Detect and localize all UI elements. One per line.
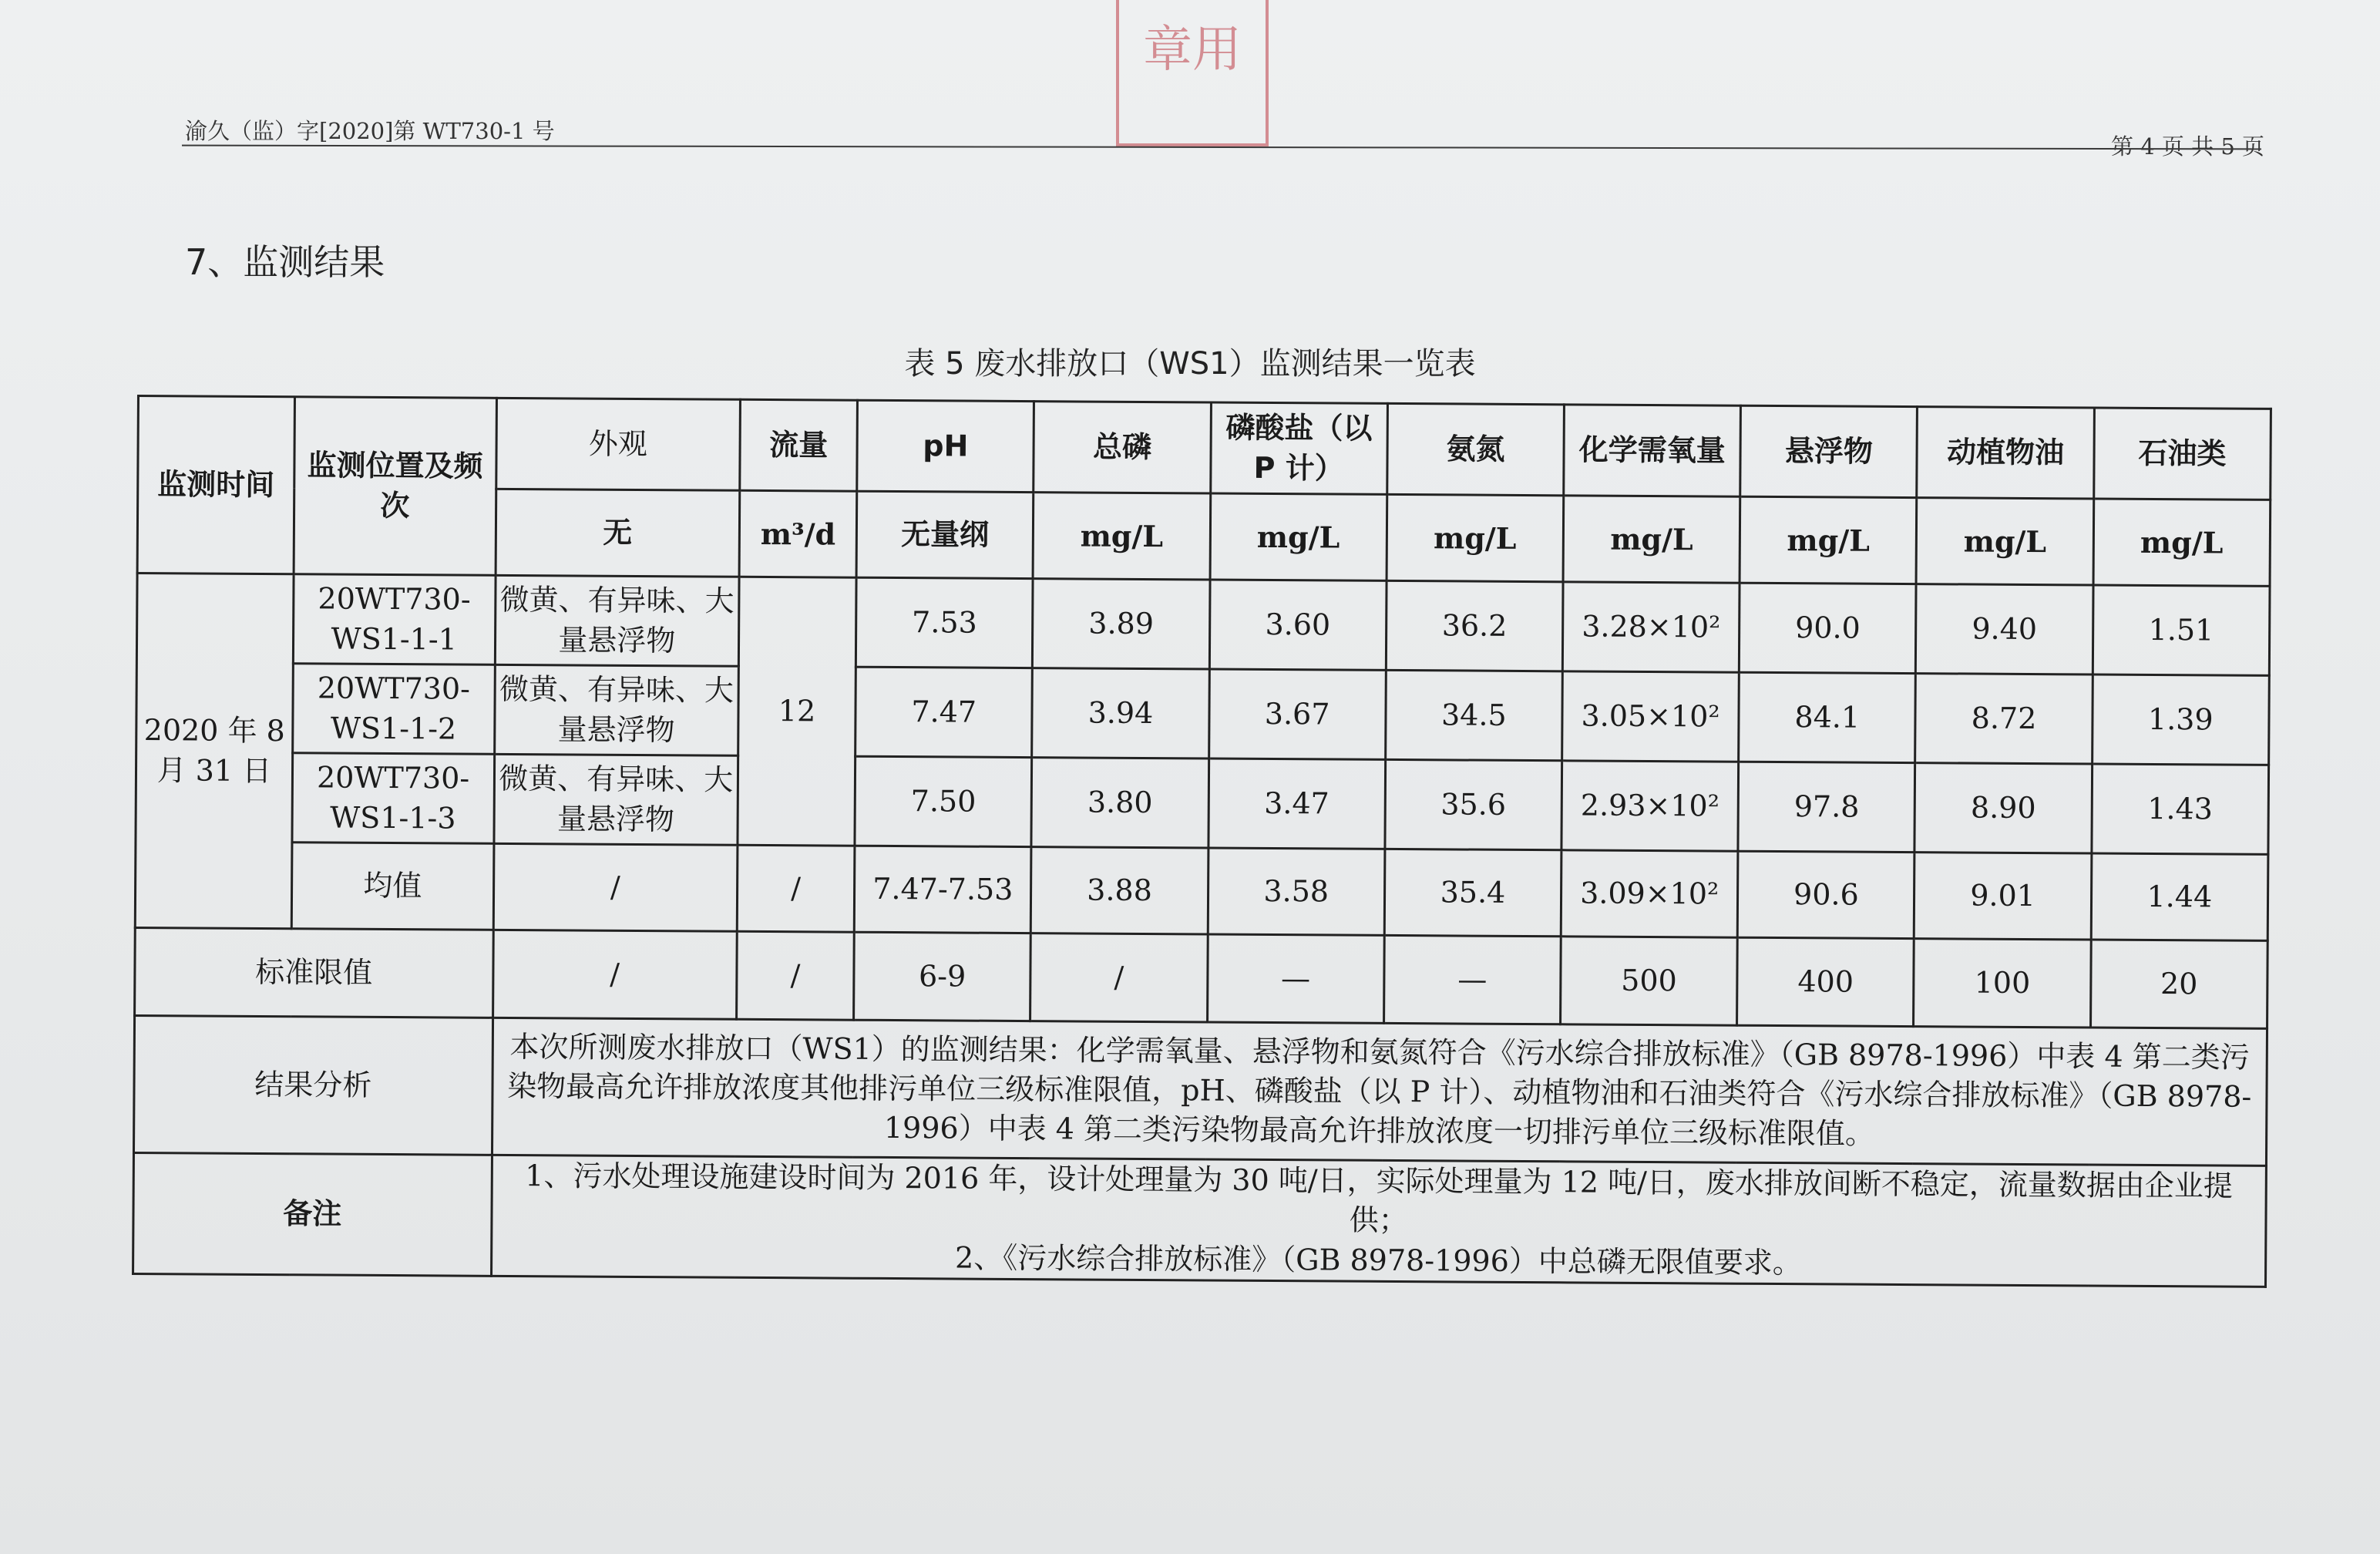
ammonia-value: 36.2: [1386, 580, 1563, 671]
phosphate-value: 3.60: [1209, 580, 1387, 670]
appearance-value: 微黄、有异味、大量悬浮物: [494, 664, 738, 755]
ph-value: 7.53: [856, 577, 1033, 668]
header-appearance: 外观: [496, 398, 740, 490]
mean-label: 均值: [291, 843, 493, 930]
animal-oil-value: 8.90: [1914, 763, 2092, 853]
document-number: 渝久（监）字[2020]第 WT730-1 号: [185, 118, 555, 144]
header-phosphate: 磷酸盐（以 P 计）: [1210, 402, 1387, 494]
table-caption: 表 5 废水排放口（WS1）监测结果一览表: [904, 346, 1476, 382]
limit-phosphate: —: [1207, 934, 1384, 1023]
animal-oil-value: 9.40: [1916, 584, 2093, 674]
note-item: 2、《污水综合排放标准》（GB 8978-1996）中总磷无限值要求。: [954, 1240, 1802, 1280]
section-title: 7、监测结果: [185, 241, 385, 283]
notes-label: 备注: [133, 1152, 492, 1276]
limit-ph: 6-9: [854, 932, 1031, 1021]
notes-row: [133, 1152, 2267, 1287]
mean-appearance: /: [493, 843, 738, 931]
mean-row: [135, 841, 2268, 940]
table-row: [136, 663, 2270, 765]
header-petroleum: 石油类: [2093, 408, 2271, 500]
unit-appearance: 无: [496, 489, 740, 577]
appearance-value: 微黄、有异味、大量悬浮物: [493, 754, 738, 845]
table-row: [136, 752, 2269, 855]
mean-tp: 3.88: [1031, 847, 1208, 934]
cod-value: 3.05×10²: [1562, 671, 1740, 762]
header-flow: 流量: [740, 399, 858, 491]
limit-tp: /: [1030, 933, 1208, 1022]
unit-animal-plant-oil: mg/L: [1916, 498, 2093, 585]
tp-value: 3.80: [1031, 758, 1208, 848]
notes-cell: [491, 1155, 2266, 1287]
ammonia-value: 35.6: [1385, 759, 1562, 849]
mean-flow: /: [737, 845, 855, 932]
header-suspended-solids: 悬浮物: [1740, 405, 1918, 497]
header-total-phosphorus: 总磷: [1034, 402, 1211, 493]
limit-cod: 500: [1561, 937, 1738, 1025]
unit-ph: 无量纲: [856, 491, 1034, 578]
cod-value: 2.93×10²: [1561, 761, 1739, 851]
mean-ph: 7.47-7.53: [854, 846, 1031, 933]
monitoring-date: 2020 年 8 月 31 日: [135, 574, 294, 929]
flow-value: 12: [738, 577, 856, 846]
seal-stamp: 章用: [1116, 0, 1269, 146]
mean-petroleum: 1.44: [2091, 853, 2268, 940]
sample-id: 20WT730-WS1-1-3: [292, 753, 494, 844]
ss-value: 90.0: [1740, 583, 1917, 673]
mean-ss: 90.6: [1737, 851, 1914, 938]
unit-flow: m³/d: [739, 490, 857, 577]
ph-value: 7.50: [855, 756, 1032, 846]
mean-animal-oil: 9.01: [1914, 853, 2092, 940]
cod-value: 3.28×10²: [1562, 582, 1740, 672]
unit-total-phosphorus: mg/L: [1033, 493, 1210, 580]
analysis-label: 结果分析: [133, 1015, 492, 1155]
tp-value: 3.89: [1033, 579, 1210, 669]
unit-ammonia: mg/L: [1387, 494, 1564, 581]
header-ph: pH: [857, 400, 1034, 492]
limit-ammonia: —: [1383, 935, 1561, 1024]
table-row: [136, 574, 2270, 676]
mean-phosphate: 3.58: [1208, 848, 1385, 935]
animal-oil-value: 8.72: [1915, 674, 2093, 764]
appearance-value: 微黄、有异味、大量悬浮物: [495, 575, 739, 666]
header-location: 监测位置及频次: [294, 397, 496, 576]
limit-label: 标准限值: [135, 927, 493, 1018]
unit-cod: mg/L: [1563, 496, 1740, 583]
tp-value: 3.94: [1032, 668, 1209, 758]
limit-row: [135, 927, 2268, 1028]
header-animal-plant-oil: 动植物油: [1917, 407, 2094, 499]
limit-flow: /: [737, 931, 855, 1020]
petroleum-value: 1.51: [2093, 585, 2270, 675]
petroleum-value: 1.39: [2092, 674, 2269, 765]
analysis-text: 本次所测废水排放口（WS1）的监测结果：化学需氧量、悬浮物和氨氮符合《污水综合排放标准》（GB 8978-1996）中表 4 第二类污染物最高允许排放浓度其他排污单位三级标准限值，pH、磷酸盐（以 P 计）、动植物油和石油类符合《污水综合排放标准》（GB 8978-1996）中表 4 第二类污染物最高允许排放浓度一切排污单位三级标准限值。: [492, 1018, 2267, 1166]
sample-id: 20WT730-WS1-1-2: [293, 664, 495, 755]
page-indicator: 第 4 页 共 5 页: [2111, 133, 2264, 160]
unit-petroleum: mg/L: [2093, 499, 2271, 586]
analysis-row: [133, 1015, 2267, 1166]
unit-suspended-solids: mg/L: [1740, 496, 1917, 584]
sample-id: 20WT730-WS1-1-1: [293, 574, 495, 665]
phosphate-value: 3.67: [1208, 669, 1386, 759]
unit-phosphate: mg/L: [1210, 493, 1387, 580]
header-row: [138, 396, 2271, 500]
monitoring-results-table: [132, 395, 2272, 1288]
ss-value: 84.1: [1739, 672, 1916, 762]
header-cod: 化学需氧量: [1564, 405, 1741, 496]
phosphate-value: 3.47: [1208, 758, 1385, 849]
limit-appearance: /: [492, 930, 737, 1019]
mean-ammonia: 35.4: [1384, 849, 1561, 936]
mean-cod: 3.09×10²: [1561, 850, 1738, 937]
limit-ss: 400: [1737, 937, 1914, 1026]
limit-animal-oil: 100: [1914, 939, 2091, 1028]
petroleum-value: 1.43: [2092, 764, 2269, 854]
note-item: 1、污水处理设施建设时间为 2016 年，设计处理量为 30 吨/日，实际处理量为 12 吨/日，废水排放间断不稳定，流量数据由企业提供；: [525, 1159, 2234, 1238]
header-time: 监测时间: [137, 396, 294, 574]
limit-petroleum: 20: [2090, 940, 2267, 1028]
ammonia-value: 34.5: [1385, 670, 1562, 760]
header-ammonia: 氨氮: [1387, 403, 1565, 495]
ss-value: 97.8: [1738, 762, 1915, 852]
ph-value: 7.47: [856, 667, 1033, 757]
